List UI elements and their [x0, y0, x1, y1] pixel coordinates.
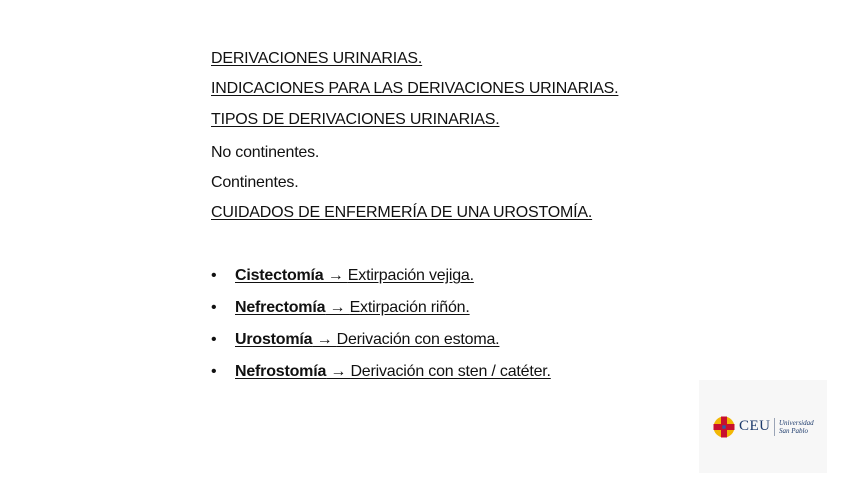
- bullet-marker: •: [211, 363, 217, 380]
- arrow-separator: →: [326, 363, 351, 380]
- arrow-separator: →: [312, 331, 337, 348]
- term-label: Nefrostomía: [235, 363, 327, 380]
- logo-line-1: Universidad: [779, 419, 814, 427]
- arrow-separator: →: [323, 267, 348, 284]
- list-item: [211, 362, 551, 382]
- bullet-marker: •: [211, 267, 217, 284]
- list-item: [211, 298, 470, 318]
- list-item: [211, 266, 474, 286]
- term-label: Cistectomía: [235, 267, 324, 284]
- university-logo: [699, 380, 827, 473]
- arrow-separator: →: [325, 299, 350, 316]
- subitem-no-continentes: No continentes.: [211, 144, 320, 161]
- heading-derivaciones: DERIVACIONES URINARIAS.: [211, 50, 423, 67]
- subitem-continentes: Continentes.: [211, 174, 299, 191]
- term-label: Nefrectomía: [235, 299, 326, 316]
- term-label: Urostomía: [235, 331, 313, 348]
- list-item: [211, 330, 499, 350]
- logo-brand: CEU: [739, 418, 771, 434]
- logo-divider: [774, 418, 775, 436]
- logo-university-name: [779, 419, 814, 435]
- ceu-emblem-icon: [713, 416, 735, 438]
- term-description: Extirpación vejiga.: [347, 267, 474, 284]
- bullet-marker: •: [211, 299, 217, 316]
- heading-tipos: TIPOS DE DERIVACIONES URINARIAS.: [211, 111, 500, 128]
- heading-indicaciones: INDICACIONES PARA LAS DERIVACIONES URINARIAS.: [211, 80, 619, 97]
- bullet-marker: •: [211, 331, 217, 348]
- logo-line-2: San Pablo: [779, 427, 808, 435]
- heading-cuidados: CUIDADOS DE ENFERMERÍA DE UNA UROSTOMÍA.: [211, 204, 593, 221]
- term-description: Extirpación riñón.: [349, 299, 470, 316]
- term-description: Derivación con estoma.: [336, 331, 500, 348]
- term-description: Derivación con sten / catéter.: [350, 363, 551, 380]
